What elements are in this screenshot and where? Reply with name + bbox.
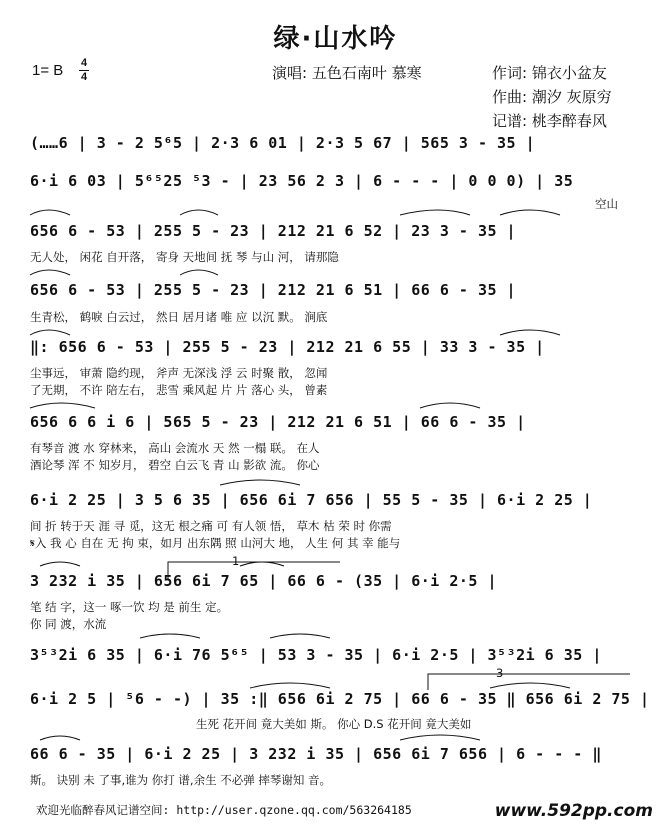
slur [500, 210, 560, 215]
lyric-line: 有琴音 渡 水 穿林来， 高山 会流水 天 然 一榻 联。 在人 [30, 441, 320, 455]
slur [30, 403, 95, 408]
notation-row: 66 6 - 35 | 6·i 2 25 | 3 232 i 35 | 656 6i 7 656 | 6 - - - ‖ [30, 745, 602, 763]
lyric-line: 生死 花开间 竟大美如 斯。 你心 D.S 花开间 竟大美如 [196, 717, 472, 731]
lyric-line: 尘事远， 审萧 隐约现， 斧声 无深浅 浮 云 时聚 散， 忽闻 [30, 366, 328, 380]
transcriber-credit: 记谱: 桃李醉春风 [492, 112, 607, 130]
volta-3-label: 3 [496, 666, 504, 680]
key-signature: 1= B [32, 62, 64, 79]
time-signature-bottom: 4 [80, 71, 88, 83]
slur [240, 562, 284, 566]
notation-row: 656 6 6 i 6 | 565 5 - 23 | 212 21 6 51 | 66 6 - 35 | [30, 413, 526, 431]
slur [30, 330, 70, 335]
composer-credit: 作曲: 潮汐 灰原穷 [492, 88, 612, 106]
notation-row: 656 6 - 53 | 255 5 - 23 | 212 21 6 52 | 23 3 - 35 | [30, 222, 517, 240]
lyric-line: 你 同 渡，水流 [30, 617, 107, 631]
singer-credit: 演唱: 五色石南叶 慕寒 [272, 64, 422, 82]
slur [140, 634, 200, 638]
notation-row: (……6 | 3 - 2 5⁶5 | 2·3 6 01 | 2·3 5 67 | 565 3 - 35 | [30, 134, 536, 152]
notation-row: ‖: 656 6 - 53 | 255 5 - 23 | 212 21 6 55 | 33 3 - 35 | [30, 338, 545, 356]
notation-row: 656 6 - 53 | 255 5 - 23 | 212 21 6 51 | 66 6 - 35 | [30, 281, 517, 299]
site-watermark: www.592pp.com [494, 801, 653, 821]
notation-row: 3 232 i 35 | 656 6i 7 65 | 66 6 - (35 | 6·i 2·5 | [30, 572, 498, 590]
slur [270, 634, 330, 638]
lyric-line: 𝄋入 我 心 自在 无 拘 束，如月 出东隅 照 山河大 地， 人生 何 其 幸 能与 [30, 536, 401, 550]
notation-row: 6·i 2 25 | 3 5 6 35 | 656 6i 7 656 | 55 5 - 35 | 6·i 2 25 | [30, 491, 593, 509]
slur [400, 210, 470, 215]
lyric-line: 空山 [595, 197, 618, 211]
slur [180, 270, 218, 275]
slur [40, 562, 80, 566]
slur [400, 735, 480, 740]
footer-text: 欢迎光临醉春风记谱空间: http://user.qzone.qq.com/563264185 [36, 803, 412, 817]
slur [40, 736, 80, 740]
time-signature [78, 58, 90, 83]
slur [30, 210, 70, 215]
slur [490, 683, 570, 688]
lyric-line: 笔 结 字，这一 啄一饮 均 是 前生 定。 [30, 600, 229, 614]
slur [500, 330, 560, 335]
notation-row: 6·i 6 03 | 5⁶⁵25 ⁵3 - | 23 56 2 3 | 6 - - - | 0 0 0) | 35 [30, 172, 574, 190]
lyric-line: 无人处， 闲花 自开落， 寄身 天地间 抚 琴 与山 河， 请那隐 [30, 250, 339, 264]
time-signature-top: 4 [80, 57, 88, 69]
volta-3-bracket [428, 674, 630, 690]
lyric-line: 生青松， 鹤唳 白云过， 然日 居月诸 唯 应 以沉 默。 涧底 [30, 310, 328, 324]
lyricist-credit: 作词: 锦衣小盆友 [492, 64, 607, 82]
slur [30, 270, 70, 275]
notation-row: 6·i 2 5 | ⁵6 - -) | 35 :‖ 656 6i 2 75 | 66 6 - 35 ‖ 656 6i 2 75 | [30, 690, 650, 708]
lyric-line: 酒论琴 浑 不 知岁月， 碧空 白云飞 青 山 影欲 流。 你心 [30, 458, 320, 472]
slur [180, 210, 218, 215]
lyric-line: 了无期， 不许 陪左右， 悲雪 乘风起 片 片 落心 头， 曾素 [30, 383, 328, 397]
slur [420, 403, 480, 408]
notation-row: 3⁵³2i 6 35 | 6·i 76 5⁶⁵ | 53 3 - 35 | 6·i 2·5 | 3⁵³2i 6 35 | [30, 646, 602, 664]
lyric-line: 斯。 诀别 未 了事,谁为 你打 谱,余生 不必弹 摔琴谢知 音。 [30, 773, 332, 787]
slur [250, 683, 330, 688]
volta-1-label: 1 [232, 554, 240, 568]
slur [220, 480, 300, 485]
song-title: 绿·山水吟 [273, 24, 398, 54]
lyric-line: 间 折 转于天 涯 寻 觅，这无 根之痛 可 有人领 悟， 草木 枯 荣 时 你需 [30, 519, 392, 533]
